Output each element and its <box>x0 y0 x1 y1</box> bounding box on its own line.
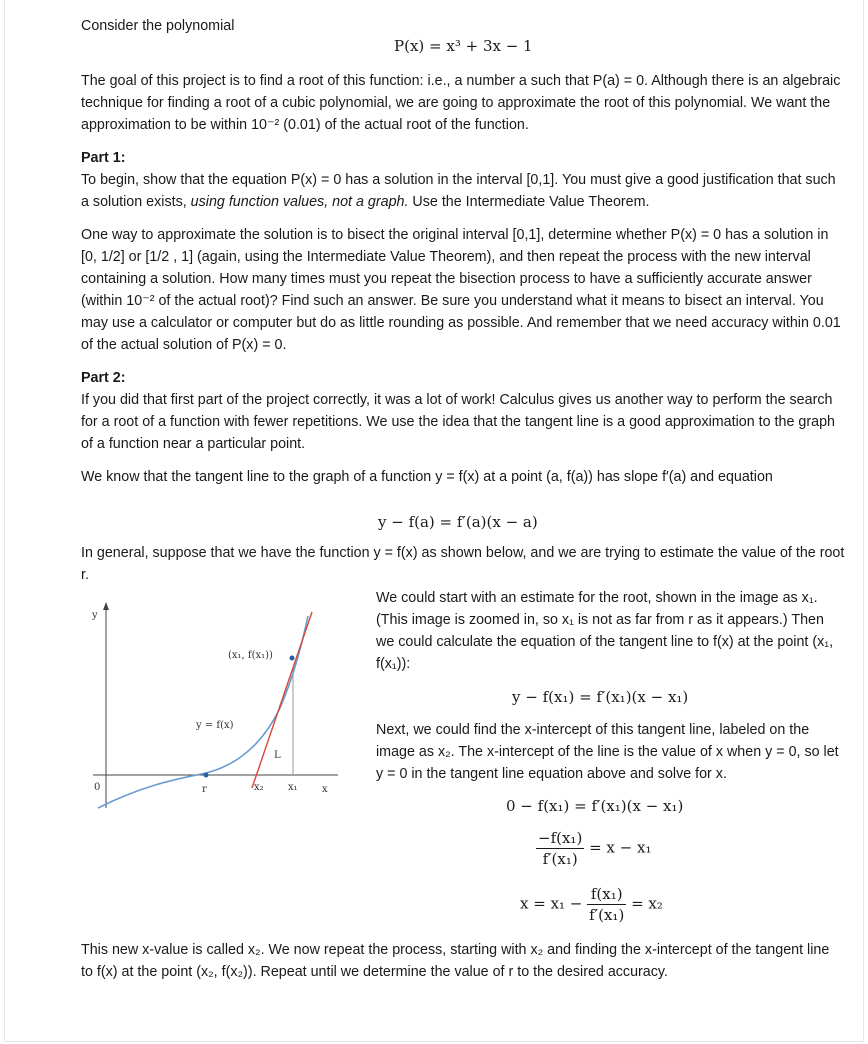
part2-paragraph-2: We know that the tangent line to the graph of a function y = f(x) at a point (a, f(a)) has slope f′(a) and equation <box>81 469 773 485</box>
tangent-equation-x1: y − f(x₁) = f′(x₁)(x − x₁) <box>512 688 689 706</box>
part1-paragraph-2: One way to approximate the solution is to bisect the original interval [0,1], determine whether P(x) = 0 has a solution in [0, 1/2] or [1/2 , 1] (again, using the Intermediate Value Theorem), and then repeat the process with the new interval containing a solution. How many times must you repeat the bisection process to have a sufficiently accurate answer (within 10⁻² of the actual root)? Find such an answer. Be sure you understand what it means to bisect an interval. You may use a calculator or computer but do as little rounding as possible. And remember that we need accuracy within 0.01 of the actual solution of P(x) = 0. <box>81 227 841 353</box>
goal-paragraph: The goal of this project is to find a root of this function: i.e., a number a such that P(a) = 0. Although there is an algebraic technique for finding a root of a cubic polynomial, we are going to approximate the root of this polynomial. We want the approximation to be within 10⁻² (0.01) of the actual root of the function. <box>81 73 841 133</box>
side-paragraph-1: We could start with an estimate for the root, shown in the image as x₁. (This image is zoomed in, so x₁ is not as far from r as it appears.) Then we could calculate the equation of the tangent line to f(x) at the point (x₁, f(x₁)): <box>376 590 834 672</box>
side-paragraph-2: Next, we could find the x-intercept of this tangent line, labeled on the image as x₂. The x-intercept of the line is the value of x when y = 0, so let y = 0 in the tangent line equation above and solve for x. <box>376 722 839 782</box>
fraction-1-rhs: = x − x₁ <box>589 838 652 857</box>
fraction-2-numerator: f(x₁) <box>587 884 626 905</box>
fraction-1 <box>536 828 584 869</box>
fraction-1-numerator: −f(x₁) <box>538 829 583 847</box>
x1-label: x₁ <box>288 782 298 793</box>
x2-label: x₂ <box>254 782 264 793</box>
fraction-equation-2 <box>520 884 663 925</box>
part1-heading: Part 1: <box>81 150 126 166</box>
tangent-equation: y − f(a) = f′(a)(x − a) <box>378 513 538 531</box>
x1-point <box>290 656 295 661</box>
newton-method-graph <box>88 598 348 810</box>
origin-label: 0 <box>94 782 101 793</box>
part2-paragraph-3: In general, suppose that we have the function y = f(x) as shown below, and we are trying to estimate the value of the root r. <box>81 545 845 583</box>
tangent-line <box>252 612 312 788</box>
y-axis-arrow <box>103 602 109 610</box>
fraction-2-lhs: x = x₁ − <box>520 894 583 913</box>
fraction-equation-1 <box>536 828 651 869</box>
intro-line: Consider the polynomial <box>81 18 235 34</box>
x-label: x <box>322 784 328 795</box>
part1-emphasis: using function values, not a graph. <box>190 194 409 210</box>
part1-paragraph-1 <box>81 169 845 213</box>
zero-equation: 0 − f(x₁) = f′(x₁)(x − x₁) <box>506 797 684 815</box>
root-point <box>204 773 209 778</box>
polynomial-equation: P(x) = x³ + 3x − 1 <box>394 37 533 55</box>
fraction-2-rhs: = x₂ <box>631 894 663 913</box>
part2-paragraph-1: If you did that first part of the project correctly, it was a lot of work! Calculus gives us another way to perform the search for a root of a function with fewer repetitions. We use the idea that the tangent line is a good approximation to the graph of a function near a particular point. <box>81 392 835 452</box>
fraction-2 <box>587 884 626 925</box>
point-label: (x₁, f(x₁)) <box>228 650 273 661</box>
fraction-2-denominator: f′(x₁) <box>589 906 625 924</box>
closing-paragraph: This new x-value is called x₂. We now repeat the process, starting with x₂ and finding the x-intercept of the tangent line to f(x) at the point (x₂, f(x₂)). Repeat until we determine the value of r to the desired accuracy. <box>81 942 830 980</box>
part1-text-b: Use the Intermediate Value Theorem. <box>408 194 650 210</box>
y-label: y <box>92 610 98 621</box>
part1-text-a: To begin, show that the equation P(x) = 0 has a solution in the interval [0,1]. You must give a good justification that such a solution exists, <box>81 172 836 210</box>
function-label: y = f(x) <box>196 720 234 731</box>
function-curve <box>98 616 308 808</box>
root-label: r <box>202 784 207 795</box>
part2-heading: Part 2: <box>81 370 126 386</box>
fraction-1-denominator: f′(x₁) <box>542 850 578 868</box>
tangent-label: L <box>274 750 281 761</box>
